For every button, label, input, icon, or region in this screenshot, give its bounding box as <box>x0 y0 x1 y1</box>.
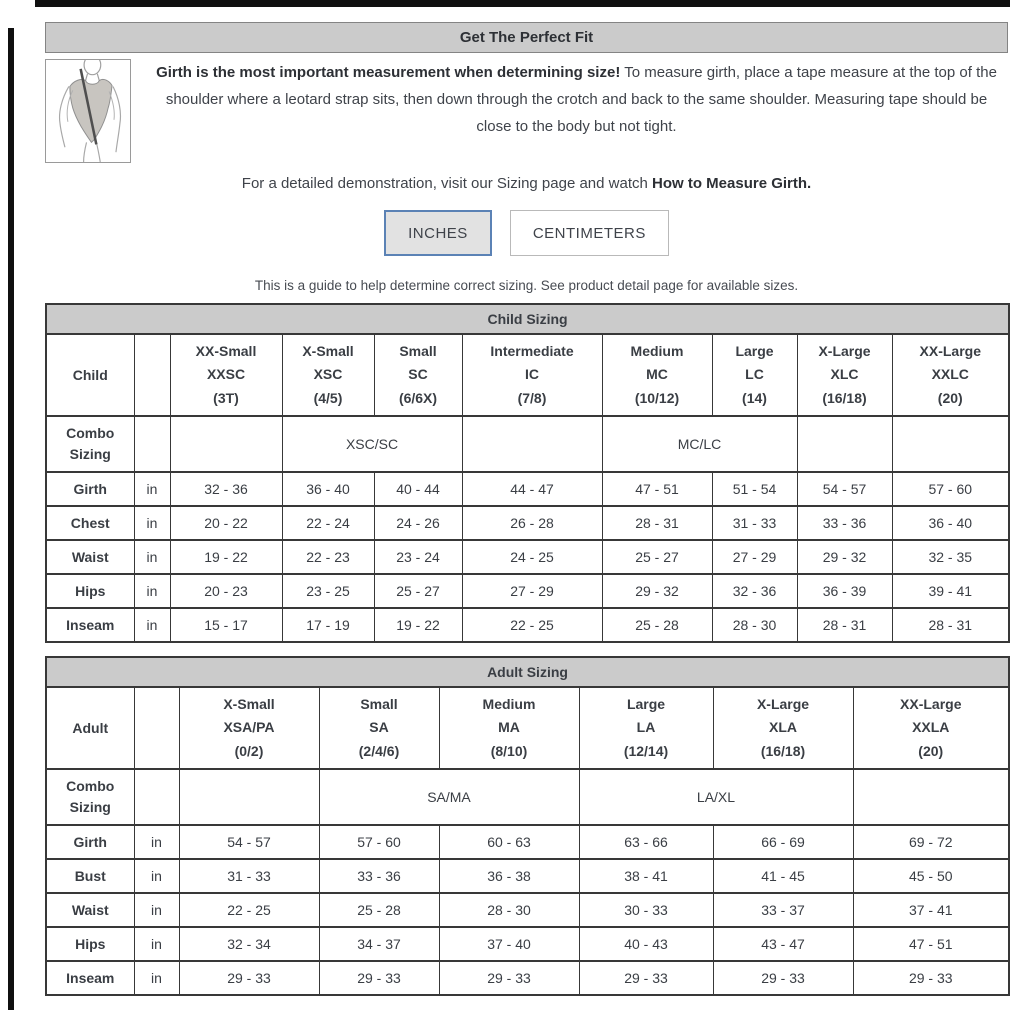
combo-cell: LA/XL <box>579 769 853 825</box>
measurement-label: Girth <box>46 472 134 506</box>
centimeters-button[interactable]: CENTIMETERS <box>510 210 669 256</box>
size-cell: 29 - 32 <box>602 574 712 608</box>
column-header: XX-Large XXLC (20) <box>892 334 1009 416</box>
column-header: Large LC (14) <box>712 334 797 416</box>
size-cell: 23 - 25 <box>282 574 374 608</box>
size-cell: 23 - 24 <box>374 540 462 574</box>
size-cell: 24 - 26 <box>374 506 462 540</box>
size-cell: 47 - 51 <box>602 472 712 506</box>
size-cell: 20 - 23 <box>170 574 282 608</box>
unit-cell: in <box>134 825 179 859</box>
unit-cell: in <box>134 961 179 995</box>
column-header: Medium MC (10/12) <box>602 334 712 416</box>
size-guide-panel <box>45 22 1008 996</box>
table-subject-label: Adult <box>46 687 134 769</box>
size-cell: 57 - 60 <box>319 825 439 859</box>
child-sizing-table-container <box>45 303 1008 643</box>
size-cell: 36 - 40 <box>892 506 1009 540</box>
size-cell: 28 - 31 <box>602 506 712 540</box>
column-header: Intermediate IC (7/8) <box>462 334 602 416</box>
combo-cell: XSC/SC <box>282 416 462 472</box>
size-cell: 57 - 60 <box>892 472 1009 506</box>
measurement-label: Bust <box>46 859 134 893</box>
size-cell: 47 - 51 <box>853 927 1009 961</box>
unit-toggle <box>45 210 1008 256</box>
size-cell: 28 - 31 <box>892 608 1009 642</box>
size-cell: 20 - 22 <box>170 506 282 540</box>
size-cell: 44 - 47 <box>462 472 602 506</box>
size-cell: 22 - 25 <box>462 608 602 642</box>
measurement-label: Waist <box>46 893 134 927</box>
unit-column-header <box>134 687 179 769</box>
combo-unit-cell <box>134 769 179 825</box>
size-cell: 40 - 44 <box>374 472 462 506</box>
size-cell: 32 - 34 <box>179 927 319 961</box>
combo-sizing-label: Combo Sizing <box>46 769 134 825</box>
table-row <box>46 540 1009 574</box>
size-cell: 43 - 47 <box>713 927 853 961</box>
girth-diagram-image <box>45 59 131 163</box>
size-cell: 25 - 28 <box>319 893 439 927</box>
child-sizing-title: Child Sizing <box>46 304 1009 334</box>
size-cell: 33 - 36 <box>797 506 892 540</box>
child-sizing-table <box>45 303 1010 643</box>
column-header-row <box>46 687 1009 769</box>
size-cell: 51 - 54 <box>712 472 797 506</box>
size-cell: 28 - 30 <box>712 608 797 642</box>
table-row <box>46 574 1009 608</box>
column-header: X-Small XSC (4/5) <box>282 334 374 416</box>
size-cell: 24 - 25 <box>462 540 602 574</box>
size-cell: 27 - 29 <box>712 540 797 574</box>
combo-cell <box>179 769 319 825</box>
column-header: XX-Large XXLA (20) <box>853 687 1009 769</box>
unit-cell: in <box>134 608 170 642</box>
combo-unit-cell <box>134 416 170 472</box>
size-cell: 17 - 19 <box>282 608 374 642</box>
combo-cell <box>892 416 1009 472</box>
combo-sizing-row <box>46 769 1009 825</box>
page-title: Get The Perfect Fit <box>45 22 1008 53</box>
size-cell: 32 - 36 <box>170 472 282 506</box>
column-header: X-Small XSA/PA (0/2) <box>179 687 319 769</box>
size-cell: 34 - 37 <box>319 927 439 961</box>
unit-cell: in <box>134 540 170 574</box>
column-header: Small SA (2/4/6) <box>319 687 439 769</box>
combo-cell <box>797 416 892 472</box>
size-cell: 28 - 31 <box>797 608 892 642</box>
adult-sizing-title: Adult Sizing <box>46 657 1009 687</box>
size-cell: 26 - 28 <box>462 506 602 540</box>
demo-line <box>45 175 1008 192</box>
size-cell: 54 - 57 <box>797 472 892 506</box>
size-cell: 33 - 37 <box>713 893 853 927</box>
column-header: XX-Small XXSC (3T) <box>170 334 282 416</box>
combo-cell <box>853 769 1009 825</box>
size-cell: 15 - 17 <box>170 608 282 642</box>
demo-text: For a detailed demonstration, visit our Sizing page and watch <box>241 175 653 192</box>
size-cell: 27 - 29 <box>462 574 602 608</box>
combo-cell: MC/LC <box>602 416 797 472</box>
measurement-label: Chest <box>46 506 134 540</box>
table-row <box>46 893 1009 927</box>
unit-cell: in <box>134 574 170 608</box>
column-header: Medium MA (8/10) <box>439 687 579 769</box>
unit-cell: in <box>134 506 170 540</box>
table-row <box>46 825 1009 859</box>
girth-instructions <box>145 59 1008 163</box>
measurement-label: Inseam <box>46 608 134 642</box>
size-cell: 54 - 57 <box>179 825 319 859</box>
size-cell: 40 - 43 <box>579 927 713 961</box>
inches-button[interactable]: INCHES <box>384 210 492 256</box>
measurement-label: Hips <box>46 927 134 961</box>
size-cell: 22 - 24 <box>282 506 374 540</box>
size-cell: 33 - 36 <box>319 859 439 893</box>
girth-intro-section <box>45 59 1008 163</box>
size-cell: 25 - 28 <box>602 608 712 642</box>
demo-bold: How to Measure Girth. <box>652 175 812 192</box>
table-row <box>46 472 1009 506</box>
size-cell: 36 - 40 <box>282 472 374 506</box>
size-cell: 60 - 63 <box>439 825 579 859</box>
combo-sizing-row <box>46 416 1009 472</box>
adult-sizing-table-container <box>45 656 1008 996</box>
girth-instructions-lead: Girth is the most important measurement when determining size! <box>156 64 621 81</box>
size-cell: 31 - 33 <box>712 506 797 540</box>
column-header-row <box>46 334 1009 416</box>
table-subject-label: Child <box>46 334 134 416</box>
size-cell: 29 - 33 <box>439 961 579 995</box>
table-row <box>46 927 1009 961</box>
size-cell: 63 - 66 <box>579 825 713 859</box>
column-header: Large LA (12/14) <box>579 687 713 769</box>
size-cell: 22 - 25 <box>179 893 319 927</box>
column-header: X-Large XLA (16/18) <box>713 687 853 769</box>
size-cell: 32 - 35 <box>892 540 1009 574</box>
sizing-guide-note: This is a guide to help determine correct sizing. See product detail page for available sizes. <box>254 278 799 293</box>
size-cell: 19 - 22 <box>374 608 462 642</box>
size-cell: 25 - 27 <box>602 540 712 574</box>
size-cell: 29 - 33 <box>713 961 853 995</box>
size-cell: 36 - 39 <box>797 574 892 608</box>
size-cell: 41 - 45 <box>713 859 853 893</box>
size-cell: 29 - 33 <box>179 961 319 995</box>
size-cell: 29 - 32 <box>797 540 892 574</box>
frame-left-line <box>8 28 14 1010</box>
size-cell: 29 - 33 <box>319 961 439 995</box>
size-cell: 32 - 36 <box>712 574 797 608</box>
size-cell: 29 - 33 <box>853 961 1009 995</box>
frame-top-line <box>35 0 1010 7</box>
adult-sizing-table <box>45 656 1010 996</box>
size-cell: 37 - 41 <box>853 893 1009 927</box>
size-cell: 19 - 22 <box>170 540 282 574</box>
table-row <box>46 608 1009 642</box>
size-cell: 28 - 30 <box>439 893 579 927</box>
unit-cell: in <box>134 893 179 927</box>
size-cell: 45 - 50 <box>853 859 1009 893</box>
table-title-row <box>46 304 1009 334</box>
column-header: X-Large XLC (16/18) <box>797 334 892 416</box>
table-row <box>46 506 1009 540</box>
size-cell: 69 - 72 <box>853 825 1009 859</box>
table-row <box>46 961 1009 995</box>
size-cell: 29 - 33 <box>579 961 713 995</box>
unit-cell: in <box>134 927 179 961</box>
size-cell: 38 - 41 <box>579 859 713 893</box>
size-cell: 30 - 33 <box>579 893 713 927</box>
combo-cell: SA/MA <box>319 769 579 825</box>
size-cell: 66 - 69 <box>713 825 853 859</box>
measurement-label: Hips <box>46 574 134 608</box>
size-cell: 39 - 41 <box>892 574 1009 608</box>
size-cell: 22 - 23 <box>282 540 374 574</box>
column-header: Small SC (6/6X) <box>374 334 462 416</box>
unit-cell: in <box>134 472 170 506</box>
unit-cell: in <box>134 859 179 893</box>
unit-column-header <box>134 334 170 416</box>
size-cell: 25 - 27 <box>374 574 462 608</box>
measurement-label: Inseam <box>46 961 134 995</box>
size-cell: 37 - 40 <box>439 927 579 961</box>
size-cell: 36 - 38 <box>439 859 579 893</box>
combo-cell <box>170 416 282 472</box>
table-title-row <box>46 657 1009 687</box>
table-row <box>46 859 1009 893</box>
leotard-figure-icon <box>46 60 130 162</box>
girth-instructions-body: To measure girth, place a tape measure at the top of the shoulder where a leotard strap sits, then down through the crotch and back to the same shoulder. Measuring tape should be close to the body but not tight. <box>165 64 997 135</box>
measurement-label: Waist <box>46 540 134 574</box>
combo-cell <box>462 416 602 472</box>
combo-sizing-label: Combo Sizing <box>46 416 134 472</box>
size-cell: 31 - 33 <box>179 859 319 893</box>
measurement-label: Girth <box>46 825 134 859</box>
